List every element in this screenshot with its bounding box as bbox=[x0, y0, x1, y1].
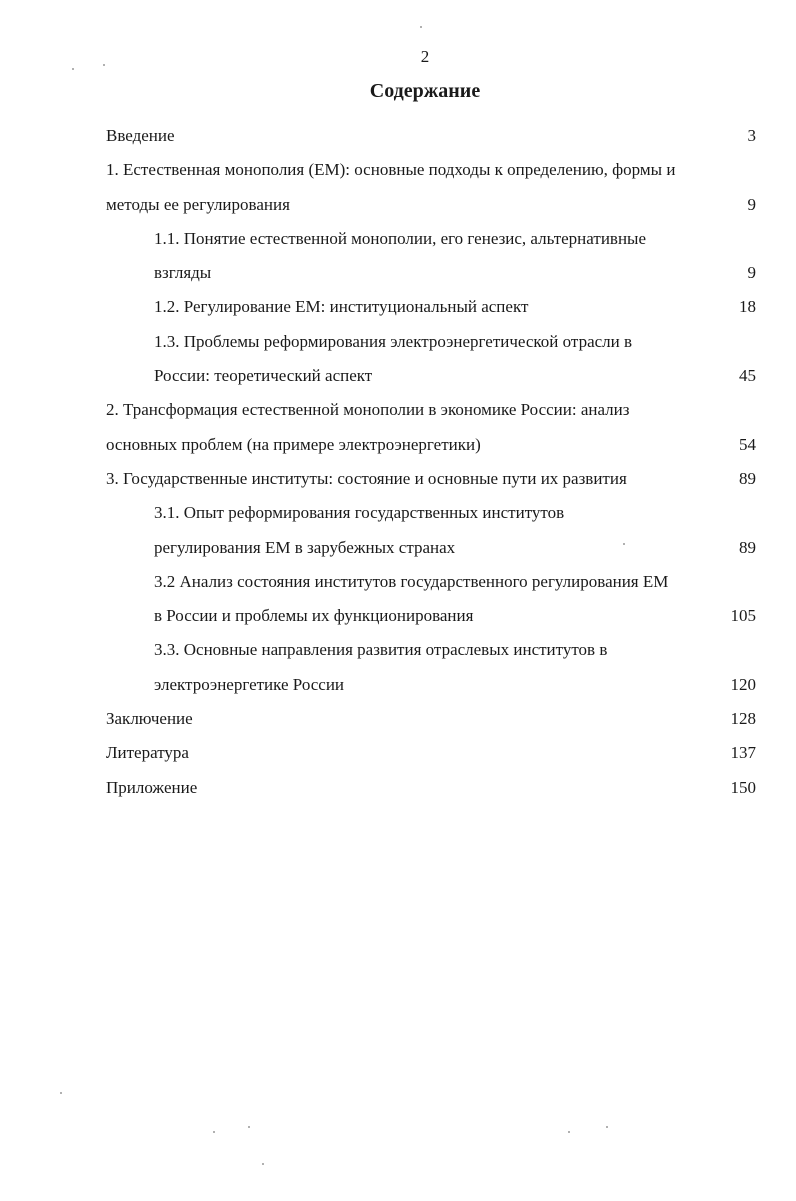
toc-entry-text: 1. Естественная монополия (ЕМ): основные подходы к определению, формы и bbox=[106, 160, 676, 180]
scan-speck bbox=[262, 1163, 264, 1165]
toc-entry-page: 9 bbox=[747, 263, 756, 283]
toc-entry-text: 1.2. Регулирование ЕМ: институциональный аспект bbox=[154, 297, 529, 317]
toc-entry-text: Приложение bbox=[106, 777, 198, 797]
toc-title: Содержание bbox=[369, 80, 481, 102]
scan-speck bbox=[623, 543, 625, 545]
toc-entry-page: 89 bbox=[739, 537, 756, 557]
toc-entry-line bbox=[0, 465, 796, 499]
toc-entry-line bbox=[0, 568, 796, 602]
toc-entry-text: 3. Государственные институты: состояние и основные пути их развития bbox=[106, 468, 627, 488]
toc-entry-text: в России и проблемы их функционирования bbox=[154, 606, 474, 626]
scan-speck bbox=[213, 1131, 215, 1133]
toc-entry-line bbox=[0, 705, 796, 739]
toc-entry-page: 128 bbox=[730, 709, 756, 729]
toc-entry-page: 150 bbox=[730, 777, 756, 797]
toc-entry-page: 18 bbox=[739, 297, 756, 317]
scan-speck bbox=[606, 1126, 608, 1128]
scan-speck bbox=[60, 1092, 62, 1094]
toc-entry-line bbox=[0, 293, 796, 327]
toc-entry-text: Литература bbox=[106, 743, 189, 763]
toc-entry-line bbox=[0, 122, 796, 156]
scan-speck bbox=[72, 68, 74, 70]
toc-entry-page: 45 bbox=[739, 366, 756, 386]
page-number: 2 bbox=[420, 47, 430, 66]
toc-entry-line bbox=[0, 602, 796, 636]
toc-entry-page: 89 bbox=[739, 468, 756, 488]
table-of-contents bbox=[0, 122, 796, 808]
toc-entry-line bbox=[0, 362, 796, 396]
toc-entry-text: Введение bbox=[106, 126, 175, 145]
scan-speck bbox=[248, 1126, 250, 1128]
toc-entry-text: методы ее регулирования bbox=[106, 194, 290, 214]
toc-entry-page: 105 bbox=[730, 606, 756, 626]
scan-speck bbox=[420, 26, 422, 28]
toc-entry-text: 3.3. Основные направления развития отраслевых институтов в bbox=[154, 640, 608, 660]
toc-entry-text: 3.2 Анализ состояния институтов государственного регулирования ЕМ bbox=[154, 571, 669, 591]
toc-entry-text: 1.1. Понятие естественной монополии, его генезис, альтернативные bbox=[154, 228, 647, 248]
toc-entry-text: 3.1. Опыт реформирования государственных институтов bbox=[154, 503, 565, 523]
toc-entry-line bbox=[0, 396, 796, 430]
toc-entry-line bbox=[0, 534, 796, 568]
toc-entry-text: взгляды bbox=[154, 263, 212, 283]
scan-speck bbox=[103, 64, 105, 66]
toc-entry-line bbox=[0, 328, 796, 362]
toc-entry-page: 120 bbox=[730, 674, 756, 694]
toc-entry-text: России: теоретический аспект bbox=[154, 366, 373, 386]
toc-entry-page: 3 bbox=[747, 126, 756, 145]
toc-entry-line bbox=[0, 499, 796, 533]
toc-entry-text: 2. Трансформация естественной монополии в экономике России: анализ bbox=[106, 400, 630, 420]
toc-entry-line bbox=[0, 671, 796, 705]
toc-entry-line bbox=[0, 431, 796, 465]
toc-entry-text: Заключение bbox=[106, 709, 193, 729]
toc-entry-line bbox=[0, 259, 796, 293]
toc-entry-line bbox=[0, 636, 796, 670]
toc-entry-line bbox=[0, 191, 796, 225]
toc-entry-line bbox=[0, 225, 796, 259]
toc-entry-text: электроэнергетике России bbox=[154, 674, 345, 694]
toc-entry-text: 1.3. Проблемы реформирования электроэнергетической отрасли в bbox=[154, 331, 633, 351]
toc-entry-page: 137 bbox=[730, 743, 756, 763]
toc-entry-page: 54 bbox=[739, 434, 756, 454]
toc-entry-line bbox=[0, 774, 796, 808]
toc-entry-line bbox=[0, 739, 796, 773]
toc-entry-text: регулирования ЕМ в зарубежных странах bbox=[154, 537, 456, 557]
toc-entry-line bbox=[0, 156, 796, 190]
scan-speck bbox=[568, 1131, 570, 1133]
toc-entry-page: 9 bbox=[747, 194, 756, 214]
toc-entry-text: основных проблем (на примере электроэнергетики) bbox=[106, 434, 481, 454]
